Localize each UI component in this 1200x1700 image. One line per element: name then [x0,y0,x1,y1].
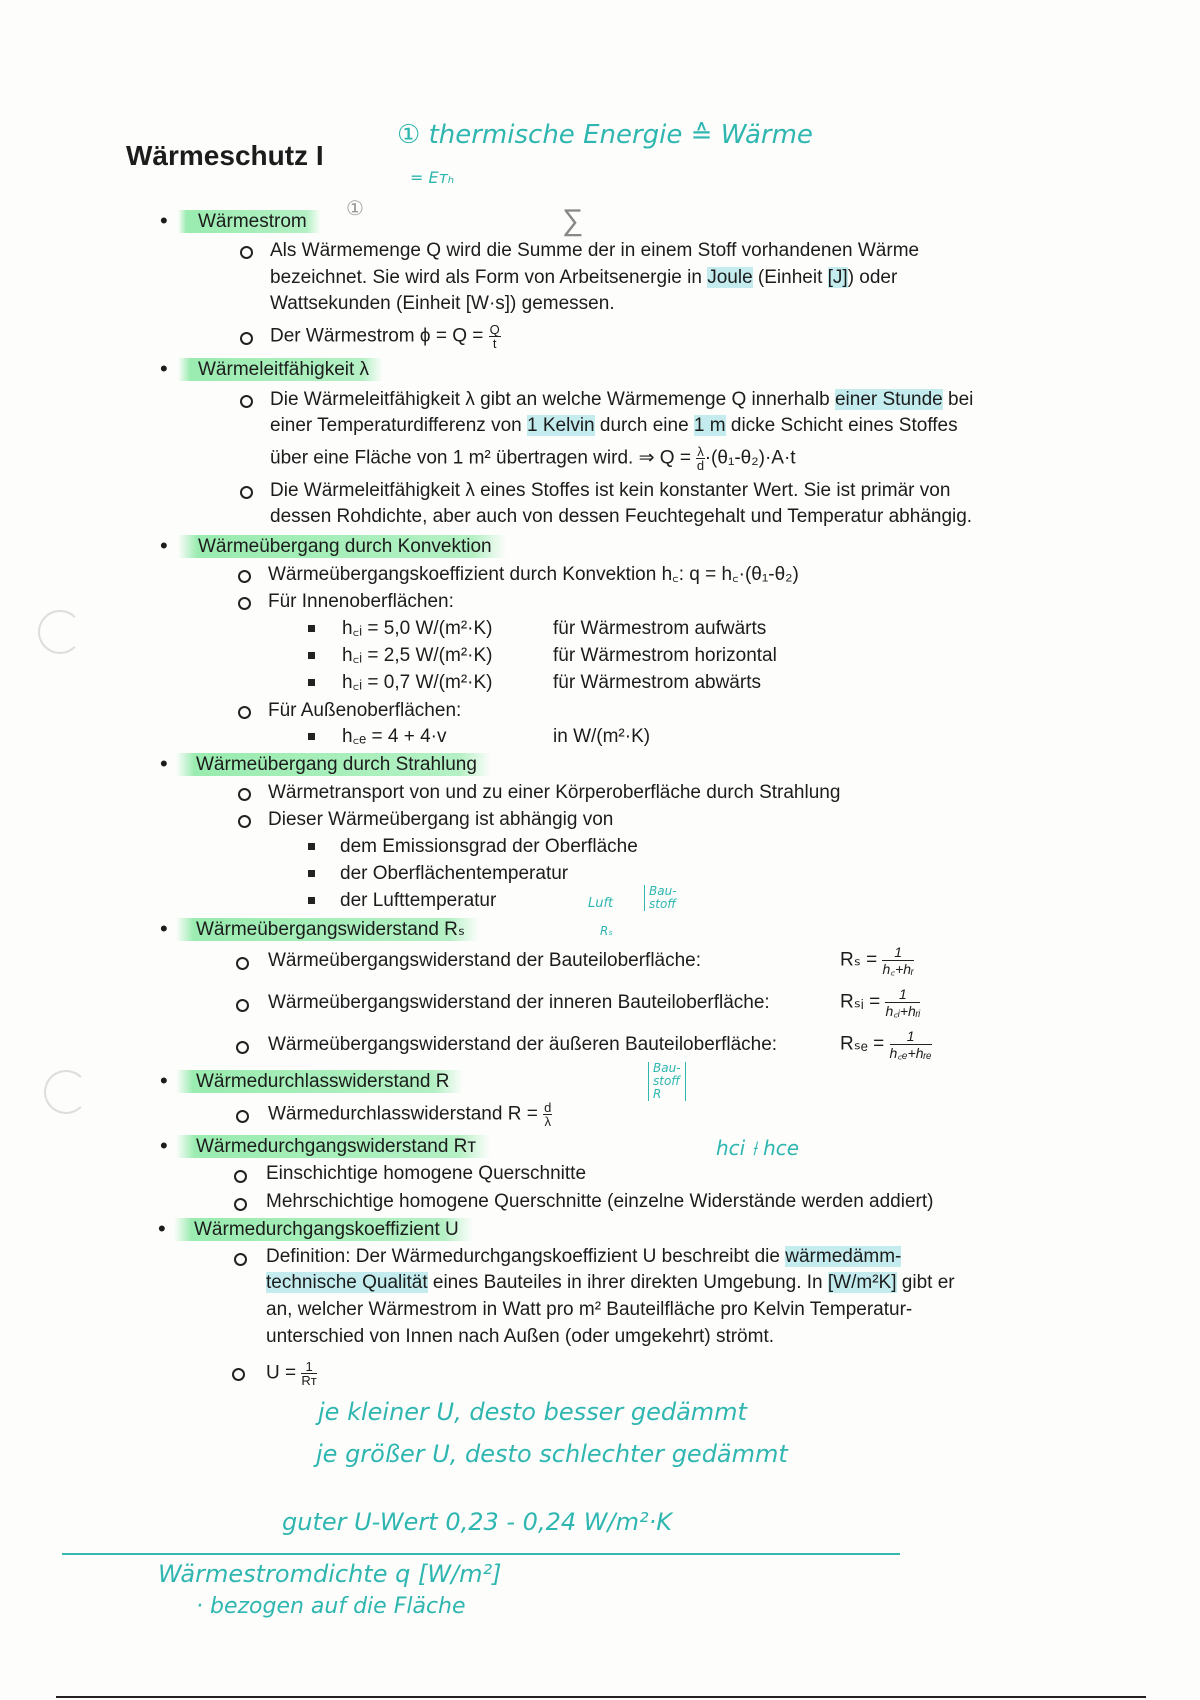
circle-bullet-icon [240,332,253,345]
formula-r: Wärmedurchlasswiderstand R = $\frac{d}{\lambda}$ [268,1100,552,1129]
handwritten-bezogen-flaeche: · bezogen auf die Fläche [196,1594,466,1619]
section-heading-durchgangswiderstand: Wärmedurchgangswiderstand Rᴛ [196,1135,490,1159]
handwritten-luft: Luft [588,896,614,911]
circle-bullet-icon [234,1170,247,1183]
text-line: Wärmeübergangswiderstand der Bauteiloberfläche: [268,950,702,971]
formula-waermemenge: über eine Fläche von 1 m² übertragen wird. ⇒ Q = $\frac{\lambda}{d}$ ·(θ₁-θ₂)·A·t [270,444,796,473]
text-line: dessen Rohdichte, aber auch von dessen Feuchtegehalt und Temperatur abhängig. [270,506,973,527]
handwritten-rs: Rₛ [600,924,613,938]
square-bullet-icon [308,679,315,686]
table-cell: für Wärmestrom abwärts [553,672,761,693]
handwritten-sigma: ∑ [562,203,584,238]
formula-u: U = $\frac{1}{\text{Rᴛ}}$ [266,1359,317,1388]
text-line: Als Wärmemenge Q wird die Summe der in einem Stoff vorhandenen Wärme [270,240,920,261]
text-line: Mehrschichtige homogene Querschnitte (einzelne Widerstände werden addiert) [266,1191,934,1212]
square-bullet-icon [308,843,315,850]
punch-hole-top [38,610,82,654]
bullet-icon: • [160,1133,168,1158]
text-line: Wärmetransport von und zu einer Körperoberfläche durch Strahlung [268,782,841,803]
bullet-icon: • [160,533,168,558]
formula-rse: Rₛₑ = 1 h꜀ₑ+hᵣₑ [840,1028,932,1061]
text-line: Für Außenoberflächen: [268,700,462,721]
text-line: Wärmeübergangswiderstand der äußeren Bauteiloberfläche: [268,1034,778,1055]
circle-bullet-icon [238,788,251,801]
bullet-icon: • [160,356,168,381]
section-heading-uebergangswiderstand: Wärmeübergangswiderstand Rₛ [196,918,479,942]
table-cell: h꜀ᵢ = 2,5 W/(m²·K) [342,645,493,666]
section-heading-waermeleitfaehigkeit: Wärmeleitfähigkeit λ [198,358,383,382]
text-line: an, welcher Wärmestrom in Watt pro m² Bauteilfläche pro Kelvin Temperatur- [266,1299,913,1320]
circle-bullet-icon [238,570,251,583]
list-item: der Lufttemperatur [340,890,497,911]
circle-bullet-icon [236,1110,249,1123]
table-cell: in W/(m²·K) [553,726,651,747]
handwritten-u-large: je größer U, desto schlechter gedämmt [316,1440,788,1468]
section-heading-konvektion: Wärmeübergang durch Konvektion [198,535,506,559]
table-cell: für Wärmestrom horizontal [553,645,777,666]
circle-bullet-icon [238,597,251,610]
table-cell: für Wärmestrom aufwärts [553,618,767,639]
text-line: Die Wärmeleitfähigkeit λ gibt an welche Wärmemenge Q innerhalb einer Stunde bei [270,389,974,410]
handwritten-u-small: je kleiner U, desto besser gedämmt [318,1398,747,1426]
punch-hole-bottom [44,1070,88,1114]
handwritten-hci-hce: hci ⟊ hce [716,1136,800,1160]
page-bottom-rule [56,1696,1146,1698]
text-line: Wärmeübergangswiderstand der inneren Bauteiloberfläche: [268,992,770,1013]
page-title: Wärmeschutz I [126,140,324,171]
circle-bullet-icon [238,815,251,828]
formula-waermestrom: Der Wärmestrom ϕ = Q = $\frac{Q}{t}$ [270,322,500,351]
circle-bullet-icon [236,957,249,970]
circle-bullet-icon [240,395,253,408]
separator-line [62,1553,900,1555]
list-item: dem Emissionsgrad der Oberfläche [340,836,638,857]
text-line: unterschied von Innen nach Außen (oder umgekehrt) strömt. [266,1326,774,1347]
square-bullet-icon [308,625,315,632]
text-line: Einschichtige homogene Querschnitte [266,1163,587,1184]
section-heading-waermestrom: Wärmestrom [198,210,321,234]
bullet-icon: • [158,1216,166,1241]
handwritten-baustoff-r: Bau- stoff R [648,1062,686,1101]
section-heading-strahlung: Wärmeübergang durch Strahlung [196,753,491,777]
text-line: Dieser Wärmeübergang ist abhängig von [268,809,614,830]
square-bullet-icon [308,870,315,877]
list-item: der Oberflächentemperatur [340,863,569,884]
square-bullet-icon [308,733,315,740]
circle-bullet-icon [238,706,251,719]
circle-bullet-icon [236,1041,249,1054]
circle-bullet-icon [232,1368,245,1381]
text-line: Wattsekunden (Einheit [W·s]) gemessen. [270,293,615,314]
circle-bullet-icon [236,999,249,1012]
text-line: technische Qualität eines Bauteiles in ihrer direkten Umgebung. In [W/m²K] gibt er [266,1272,955,1293]
section-heading-durchlasswiderstand: Wärmedurchlasswiderstand R [196,1070,463,1094]
text-line: Definition: Der Wärmedurchgangskoeffizient U beschreibt die wärmedämm- [266,1246,902,1267]
bullet-icon: • [160,208,168,233]
table-cell: h꜀ᵢ = 0,7 W/(m²·K) [342,672,493,693]
formula-rsi: Rₛᵢ = 1 h꜀ᵢ+hᵣᵢ [840,986,921,1019]
square-bullet-icon [308,897,315,904]
text-line: bezeichnet. Sie wird als Form von Arbeitsenergie in Joule (Einheit [J]) oder [270,267,898,288]
bullet-icon: • [160,916,168,941]
circle-bullet-icon [240,486,253,499]
table-cell: h꜀ᵢ = 5,0 W/(m²·K) [342,618,493,639]
bullet-icon: • [160,751,168,776]
circle-bullet-icon [234,1198,247,1211]
square-bullet-icon [308,652,315,659]
bullet-icon: • [160,1068,168,1093]
handwritten-baustoff: Bau- stoff [644,885,677,911]
formula-rs: Rₛ = $\frac{1}{\text{h꜀+hᵣ}}$ [840,944,914,977]
circle-bullet-icon [234,1253,247,1266]
handwritten-waermestromdichte: Wärmestromdichte q [W/m²] [158,1560,502,1588]
text-line: Für Innenoberflächen: [268,591,454,612]
table-cell: h꜀ₑ = 4 + 4·v [342,726,447,747]
text-line: Die Wärmeleitfähigkeit λ eines Stoffes ist kein konstanter Wert. Sie ist primär von [270,480,951,501]
handwritten-good-u-value: guter U-Wert 0,23 - 0,24 W/m²·K [282,1508,672,1536]
circle-bullet-icon [240,246,253,259]
handwritten-circle-number: ① [346,196,364,220]
text-line: Wärmeübergangskoeffizient durch Konvektion h꜀: q = h꜀·(θ₁-θ₂) [268,564,799,585]
handwritten-note-thermal-energy: ① thermische Energie ≙ Wärme [397,120,813,150]
text-line: einer Temperaturdifferenz von 1 Kelvin durch eine 1 m dicke Schicht eines Stoffes [270,415,958,436]
handwritten-note-eth: = Eᴛₕ [410,168,455,187]
section-heading-durchgangskoeffizient: Wärmedurchgangskoeffizient U [194,1218,473,1242]
